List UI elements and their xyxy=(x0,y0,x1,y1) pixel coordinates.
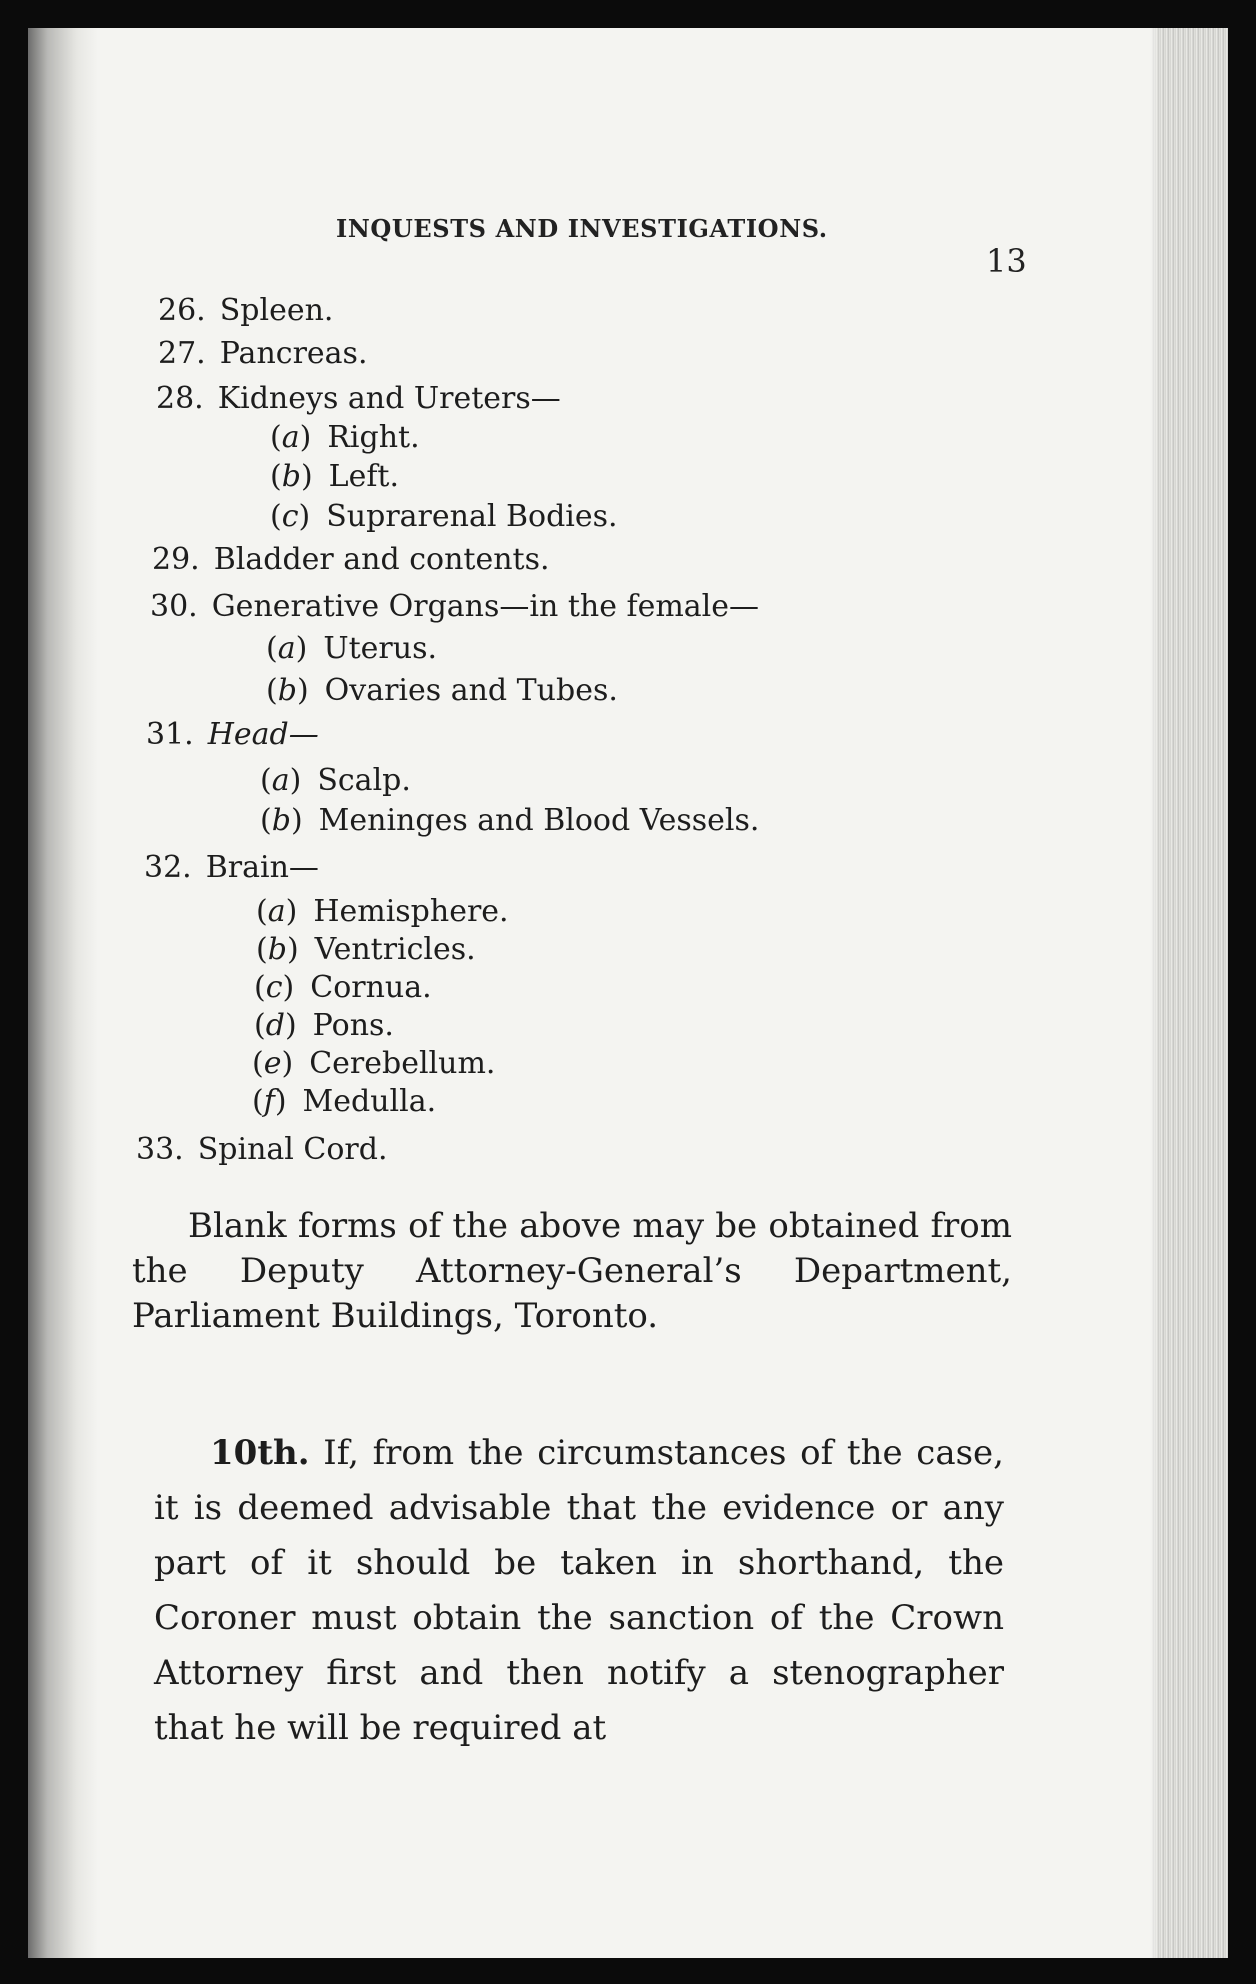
sub-item-label: Ventricles. xyxy=(314,932,476,967)
item-number: 33. xyxy=(136,1132,184,1167)
page-gutter-shadow xyxy=(28,28,98,1958)
list-item-31 xyxy=(146,717,319,752)
sub-item-label: Scalp. xyxy=(317,763,411,798)
page-edge-stack xyxy=(1150,28,1228,1958)
sub-item xyxy=(266,631,437,666)
sub-item xyxy=(256,894,509,929)
item-label: Pancreas. xyxy=(219,336,368,371)
sub-item-letter: (a) xyxy=(256,894,298,929)
item-number: 27. xyxy=(158,336,206,371)
blank-forms-paragraph: Blank forms of the above may be obtained from the Deputy Attorney-General’s Department, Parliament Buildings, Toronto. xyxy=(132,1206,1012,1336)
item-label: Brain— xyxy=(205,850,319,885)
sub-item-label: Suprarenal Bodies. xyxy=(326,499,618,534)
list-item-33 xyxy=(136,1132,388,1167)
sub-item xyxy=(260,763,411,798)
running-title: INQUESTS AND INVESTIGATIONS. xyxy=(336,214,828,243)
item-label: Head— xyxy=(207,717,319,752)
sub-item-label: Pons. xyxy=(312,1008,394,1043)
sub-item-label: Meninges and Blood Vessels. xyxy=(318,803,760,838)
item-number: 29. xyxy=(152,542,200,577)
list-item-29 xyxy=(152,542,550,577)
sub-item-letter: (f) xyxy=(252,1084,287,1119)
sub-item-letter: (c) xyxy=(270,499,311,534)
item-number: 28. xyxy=(156,381,204,416)
paragraph-text: If, from the circumstances of the case, it is deemed advisable that the evidence or any part of it should be taken in shorthand, the Coroner must obtain the sanction of the Crown Attorney first and then notify a stenographer that he will be required at xyxy=(154,1433,1004,1748)
sub-item xyxy=(270,420,420,455)
item-number: 26. xyxy=(158,293,206,328)
sub-item xyxy=(252,1046,495,1081)
tenth-paragraph xyxy=(154,1426,1004,1756)
sub-item-letter: (b) xyxy=(270,459,313,494)
sub-item-label: Hemisphere. xyxy=(313,894,509,929)
sub-item xyxy=(266,673,618,708)
sub-item xyxy=(270,459,399,494)
sub-item-label: Cornua. xyxy=(310,970,432,1005)
sub-item-label: Cerebellum. xyxy=(309,1046,496,1081)
item-number: 30. xyxy=(150,589,198,624)
item-label: Spinal Cord. xyxy=(197,1132,388,1167)
sub-item-letter: (a) xyxy=(266,631,308,666)
sub-item-label: Medulla. xyxy=(302,1084,437,1119)
sub-item-label: Left. xyxy=(328,459,400,494)
sub-item-letter: (b) xyxy=(266,673,309,708)
list-item-27 xyxy=(158,336,367,371)
item-label: Bladder and contents. xyxy=(213,542,550,577)
sub-item xyxy=(254,970,432,1005)
book-page xyxy=(28,28,1228,1958)
sub-item-label: Uterus. xyxy=(323,631,438,666)
item-label: Kidneys and Ureters— xyxy=(217,381,561,416)
sub-item-letter: (a) xyxy=(260,763,302,798)
page-number: 13 xyxy=(986,242,1027,280)
list-item-32 xyxy=(144,850,319,885)
sub-item-letter: (b) xyxy=(256,932,299,967)
sub-item xyxy=(270,499,618,534)
sub-item-letter: (a) xyxy=(270,420,312,455)
sub-item-label: Right. xyxy=(327,420,420,455)
paragraph-number: 10th. xyxy=(210,1433,310,1473)
sub-item-letter: (c) xyxy=(254,970,295,1005)
item-label: Spleen. xyxy=(219,293,334,328)
sub-item-letter: (b) xyxy=(260,803,303,838)
sub-item xyxy=(254,1008,394,1043)
item-label: Generative Organs—in the female— xyxy=(211,589,760,624)
item-number: 31. xyxy=(146,717,194,752)
list-item-28 xyxy=(156,381,561,416)
sub-item-letter: (d) xyxy=(254,1008,297,1043)
list-item-30 xyxy=(150,589,759,624)
sub-item xyxy=(252,1084,436,1119)
sub-item-letter: (e) xyxy=(252,1046,294,1081)
item-number: 32. xyxy=(144,850,192,885)
sub-item xyxy=(256,932,476,967)
list-item-26 xyxy=(158,293,333,328)
sub-item xyxy=(260,803,759,838)
sub-item-label: Ovaries and Tubes. xyxy=(324,673,618,708)
